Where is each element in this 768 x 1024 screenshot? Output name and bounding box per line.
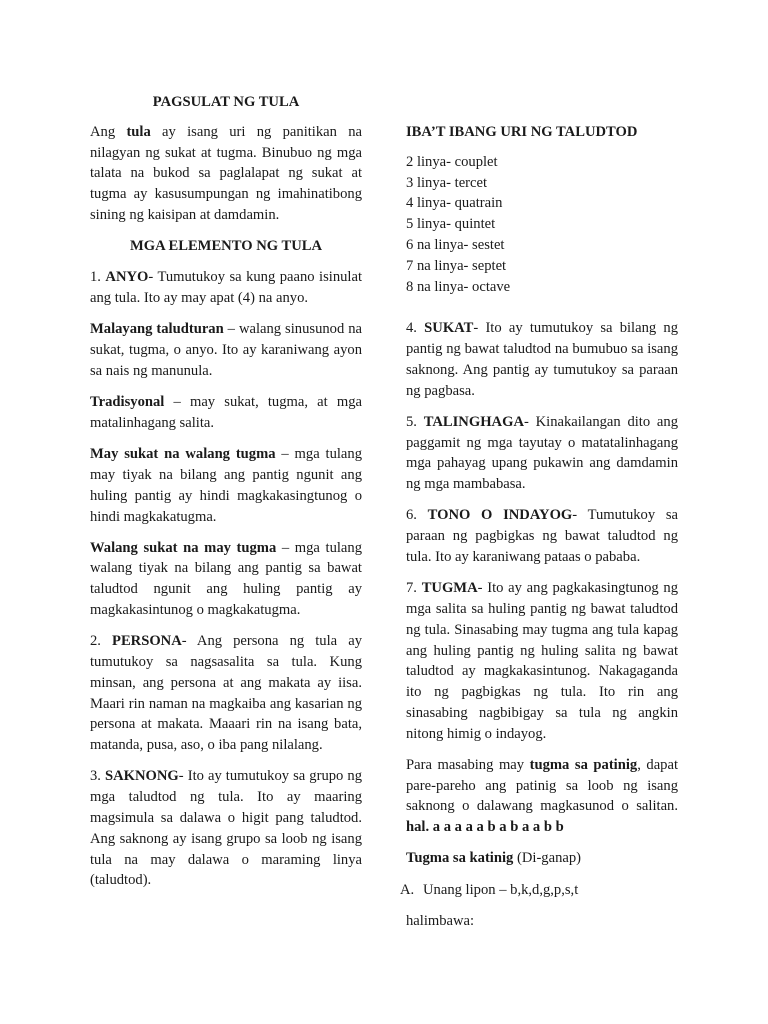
patinig-pre: Para masabing may	[406, 756, 530, 773]
tono-paragraph	[406, 505, 678, 567]
katinig-heading	[406, 848, 678, 869]
persona-paragraph	[90, 631, 362, 756]
saknong-text: - Ito ay tumutukoy sa grupo ng mga taludtod ng tula. Ito ay maaring magsimula sa dalawa o higit pang taludtod. Ang saknong ay isang grupo sa loob ng isang tula na may dalawa o maraming linya (taludtod).	[90, 768, 362, 889]
elements-heading: MGA ELEMENTO NG TULA	[129, 238, 323, 255]
talinghaga-term: TALINGHAGA	[423, 413, 524, 430]
walang-sukat-text: – mga tulang walang tiyak na bilang ang pantig sa bawat taludtod ngunit ang huling pantig ay magkakasintunog o magkakatugma.	[90, 539, 362, 619]
patinig-text: , dapat pare-pareho ang patinig sa loob ng isang saknong o dalawang magkasunod o salitan.	[406, 756, 679, 815]
patinig-example: hal. a a a a a b a b a a b b	[406, 819, 564, 836]
intro-paragraph	[90, 122, 362, 226]
tugma-paragraph	[406, 578, 678, 744]
anyo-text: - Tumutukoy sa kung paano isinulat ang tula. Ito ay may apat (4) na anyo.	[90, 269, 362, 307]
sukat-term: SUKAT	[424, 320, 474, 337]
list-item: 7 na linya- septet	[406, 257, 507, 274]
halimbawa-label: halimbawa:	[406, 912, 475, 929]
tono-number: 6.	[406, 507, 428, 524]
patinig-paragraph	[406, 755, 678, 838]
taludtod-heading: IBA’T IBANG URI NG TALUDTOD	[406, 124, 638, 140]
list-item: 8 na linya- octave	[406, 278, 511, 295]
patinig-term: tugma sa patinig	[529, 756, 638, 773]
talinghaga-paragraph	[406, 412, 678, 495]
list-item: 5 linya- quintet	[406, 216, 496, 233]
malayang-text: – walang sinusunod na sukat, tugma, o anyo. Ito ay karaniwang ayon sa nais ng manunula.	[90, 321, 362, 379]
list-item: 6 na linya- sestet	[406, 236, 505, 253]
walang-sukat-paragraph	[90, 538, 362, 621]
taludtod-list	[406, 152, 678, 298]
intro-pre: Ang	[90, 123, 127, 140]
tugma-term: TUGMA	[421, 580, 478, 597]
malayang-paragraph	[90, 319, 362, 381]
unang-lipon-text: Unang lipon – b,k,d,g,p,s,t	[423, 881, 579, 898]
tugma-text: - Ito ay ang pagkakasingtunog ng mga salita sa huling pantig ng bawat taludtod ng tula. Sinasabing may tugma ang tula kapag ang huling pantig ng huling salita ng bawat taludtod ay magkakasintunog. Nakagaganda ito ng pagbigkas ng tula. Ito rin ang sinasabing nagbibigay sa tula ng angkin nitong himig o indayog.	[406, 580, 678, 742]
anyo-number: 1.	[90, 269, 106, 286]
may-sukat-paragraph	[90, 444, 362, 527]
list-item: 2 linya- couplet	[406, 153, 498, 170]
tugma-number: 7.	[406, 580, 422, 597]
page-title: PAGSULAT NG TULA	[152, 94, 300, 110]
intro-post: ay isang uri ng panitikan na nilagyan ng sukat at tugma. Binubuo ng mga talata na bukod sa paglalapat ng sukat at tugma ay kasusumpungan ng imahinatibong sining ng kaisipan at damdamin.	[90, 123, 362, 223]
talinghaga-text: - Kinakailangan dito ang paggamit ng mga tayutay o matatalinhagang mga pahayag upang pukawin ang damdamin ng mga mambabasa.	[406, 413, 678, 493]
saknong-number: 3.	[90, 768, 105, 785]
tono-term: TONO O INDAYOG	[427, 507, 573, 524]
saknong-paragraph	[90, 766, 362, 891]
sukat-text: - Ito ay tumutukoy sa bilang ng pantig ng bawat taludtod na bumubuo sa isang saknong. Ang pantig ay tumutukoy sa paraan ng pagbasa.	[406, 320, 678, 399]
persona-term: PERSONA	[112, 633, 182, 650]
talinghaga-number: 5.	[406, 413, 424, 430]
left-column	[90, 92, 362, 891]
tono-text: - Tumutukoy sa paraan ng pagbigkas ng bawat taludtod ng tula. Ito ay karaniwang pataas o pababa.	[406, 507, 679, 565]
persona-number: 2.	[90, 633, 113, 650]
katinig-term: Tugma sa katinig	[406, 850, 514, 867]
sukat-paragraph	[406, 318, 678, 401]
may-sukat-term: May sukat na walang tugma	[90, 446, 276, 463]
tradisyonal-paragraph	[90, 392, 362, 434]
saknong-term: SAKNONG	[105, 768, 179, 785]
may-sukat-text: – mga tulang may tiyak na bilang ang pantig ngunit ang huling pantig ay hindi magkakasingtunog o hindi magkakatugma.	[90, 446, 362, 525]
tradisyonal-text: – may sukat, tugma, at mga matalinhagang salita.	[90, 394, 362, 431]
list-label: A.	[400, 881, 415, 898]
tradisyonal-term: Tradisyonal	[90, 394, 165, 411]
katinig-text: (Di-ganap)	[513, 850, 582, 867]
intro-bold: tula	[126, 123, 151, 140]
sukat-number: 4.	[406, 320, 425, 337]
anyo-paragraph	[90, 267, 362, 309]
list-item: 3 linya- tercet	[406, 174, 488, 191]
list-item: 4 linya- quatrain	[406, 195, 503, 212]
persona-text: - Ang persona ng tula ay tumutukoy sa nagsasalita sa tula. Kung minsan, ang persona at ang makata ay iisa. Maari rin naman na magkaiba ang kasarian ng persona at makata. Maaari rin na isang bata, matanda, pusa, aso, o iba pang nilalang.	[90, 633, 362, 754]
unang-lipon-item	[400, 880, 678, 901]
anyo-term: ANYO	[105, 269, 149, 286]
malayang-term: Malayang taludturan	[90, 321, 224, 338]
walang-sukat-term: Walang sukat na may tugma	[90, 539, 277, 556]
right-column	[400, 92, 679, 932]
